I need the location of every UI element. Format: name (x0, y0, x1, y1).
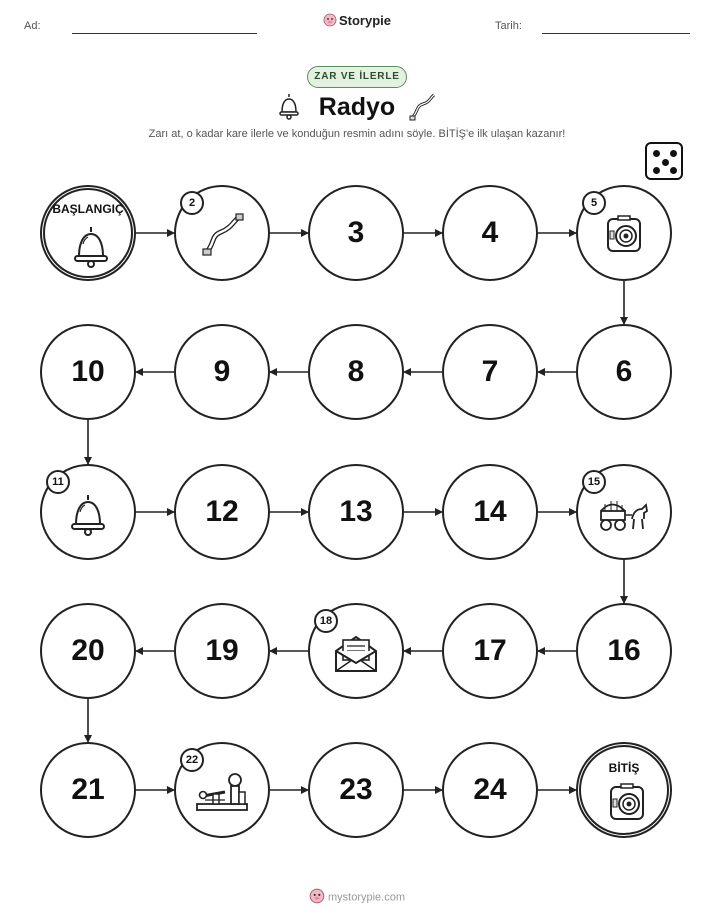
bell-icon (71, 224, 111, 273)
board-cell[interactable] (40, 603, 136, 699)
board-cell[interactable] (442, 324, 538, 420)
board-cell[interactable] (174, 324, 270, 420)
cell-number-badge: 18 (314, 609, 338, 633)
cell-number: 24 (473, 773, 507, 806)
cell-number: 17 (473, 634, 507, 667)
cell-number-badge: 22 (180, 748, 204, 772)
finish-cell[interactable] (576, 742, 672, 838)
board-cell[interactable] (442, 185, 538, 281)
board-cell[interactable] (576, 464, 672, 560)
board-cell[interactable] (442, 464, 538, 560)
cell-number: 16 (607, 634, 641, 667)
telegraph-icon (195, 772, 249, 817)
cell-number: 14 (473, 495, 507, 528)
board-cell[interactable] (576, 185, 672, 281)
cell-number: 19 (205, 634, 239, 667)
cable-icon (199, 212, 245, 263)
board-cell[interactable] (308, 742, 404, 838)
activity-badge: ZAR VE İLERLE (307, 66, 407, 88)
board-cell[interactable] (308, 464, 404, 560)
envelope-icon (332, 631, 380, 680)
board-cell[interactable] (442, 742, 538, 838)
cell-number: 20 (71, 634, 105, 667)
cell-number: 12 (205, 495, 239, 528)
cell-number: 13 (339, 495, 373, 528)
cell-label: BAŞLANGIÇ (52, 202, 124, 216)
board-cell[interactable] (442, 603, 538, 699)
cell-number: 23 (339, 773, 373, 806)
board-cell[interactable] (174, 185, 270, 281)
footer-link[interactable]: mystorypie.com (327, 891, 406, 904)
board-cell[interactable] (308, 603, 404, 699)
board-cell[interactable] (40, 464, 136, 560)
cell-number-badge: 2 (180, 191, 204, 215)
cell-number: 4 (481, 216, 499, 249)
cell-number: 3 (347, 216, 365, 249)
date-label: Tarih: (495, 20, 522, 32)
board-cell[interactable] (308, 185, 404, 281)
board-cell[interactable] (40, 742, 136, 838)
cell-label: BİTİŞ (608, 761, 640, 775)
name-label: Ad: (24, 20, 41, 32)
footer (0, 888, 714, 907)
cell-number-badge: 15 (582, 470, 606, 494)
cell-number: 7 (481, 355, 499, 388)
stagecoach-icon (598, 495, 650, 538)
cell-number-badge: 11 (46, 470, 70, 494)
board-cell[interactable] (576, 603, 672, 699)
cell-number: 10 (71, 355, 105, 388)
cell-number: 21 (71, 773, 105, 806)
board-cell[interactable] (174, 603, 270, 699)
brand-name: Storypie (338, 13, 391, 28)
pig-mascot-icon (309, 888, 325, 907)
board-cell[interactable] (174, 464, 270, 560)
start-cell[interactable] (40, 185, 136, 281)
board-cell[interactable] (40, 324, 136, 420)
cell-number: 8 (347, 355, 365, 388)
cell-number: 9 (213, 355, 231, 388)
page-title: Radyo (318, 93, 396, 121)
board-cell[interactable] (308, 324, 404, 420)
speaker-icon (604, 215, 644, 260)
board-cell[interactable] (174, 742, 270, 838)
bell-icon (68, 492, 108, 541)
instructions: Zarı at, o kadar kare ilerle ve konduğun resmin adını söyle. BİTİŞ'e ilk ulaşan kazanır! (148, 128, 566, 140)
cell-number: 6 (615, 355, 633, 388)
speaker-icon (607, 783, 647, 828)
board-cell[interactable] (576, 324, 672, 420)
cell-number-badge: 5 (582, 191, 606, 215)
